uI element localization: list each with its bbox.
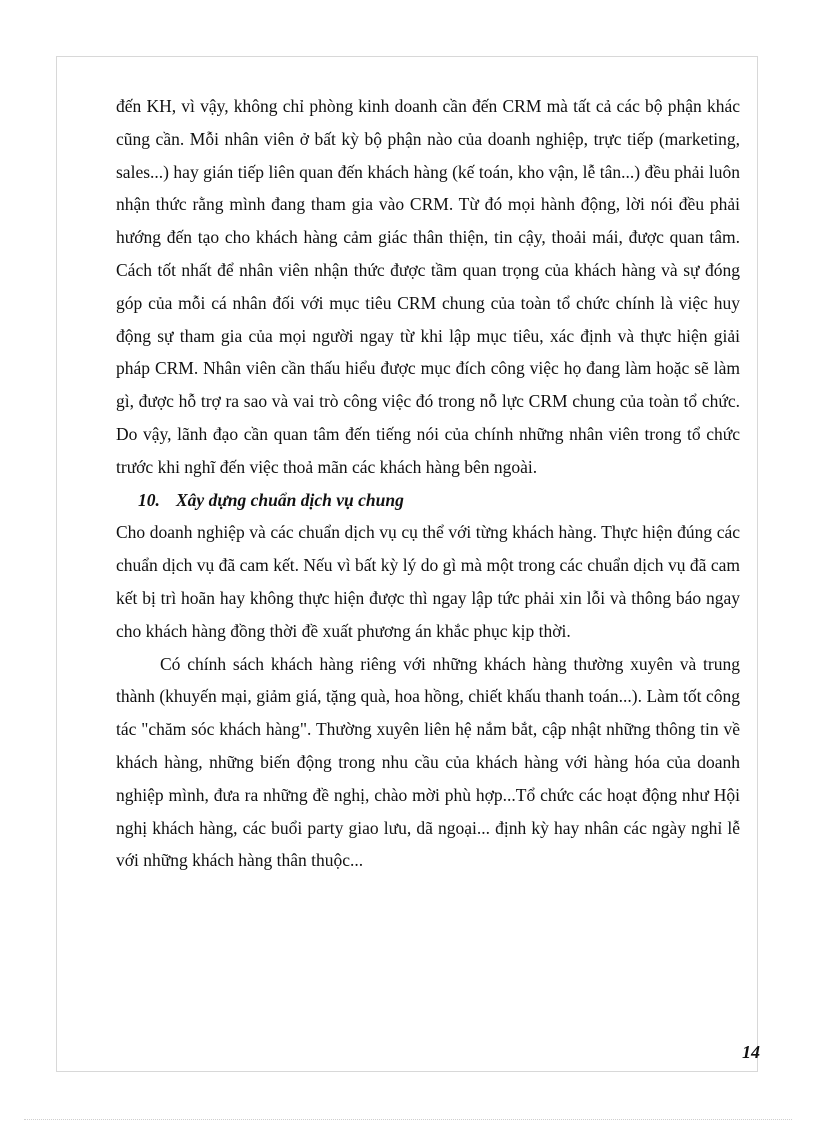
paragraph-3: Có chính sách khách hàng riêng với những khách hàng thường xuyên và trung thành (khuyến mại, giảm giá, tặng quà, hoa hồng, chiết khấu thanh toán...). Làm tốt công tác "chăm sóc khách hàng". Thường xuyên liên hệ nắm bắt, cập nhật những thông tin về khách hàng, những biến động trong nhu cầu của khách hàng với hàng hóa của doanh nghiệp mình, đưa ra những đề nghị, chào mời phù hợp...Tổ chức các hoạt động như Hội nghị khách hàng, các buổi party giao lưu, dã ngoại... định kỳ hay nhân các ngày nghỉ lễ với những khách hàng thân thuộc...: [116, 653, 740, 871]
section-number: 10.: [138, 489, 160, 510]
paragraph-1: đến KH, vì vậy, không chỉ phòng kinh doanh cần đến CRM mà tất cả các bộ phận khác cũng cần. Mỗi nhân viên ở bất kỳ bộ phận nào của doanh nghiệp, trực tiếp (marketing, sales...) hay gián tiếp liên quan đến khách hàng (kế toán, kho vận, lễ tân...) đều phải luôn nhận thức rằng mình đang tham gia vào CRM. Từ đó mọi hành động, lời nói đều phải hướng đến tạo cho khách hàng cảm giác thân thiện, tin cậy, thoải mái, được quan tâm. Cách tốt nhất để nhân viên nhận thức được tầm quan trọng của khách hàng và sự đóng góp của mỗi cá nhân đối với mục tiêu CRM chung của toàn tổ chức chính là việc huy động sự tham gia của mọi người ngay từ khi lập mục tiêu, xác định và thực hiện giải pháp CRM. Nhân viên cần thấu hiểu được mục đích công việc họ đang làm hoặc sẽ làm gì, được hỗ trợ ra sao và vai trò công việc đó trong nỗ lực CRM chung của toàn tổ chức. Do vậy, lãnh đạo cần quan tâm đến tiếng nói của chính những nhân viên trong tổ chức trước khi nghĩ đến việc thoả mãn các khách hàng bên ngoài.: [116, 96, 740, 477]
section-title: Xây dựng chuẩn dịch vụ chung: [176, 489, 404, 510]
paragraph-2: Cho doanh nghiệp và các chuẩn dịch vụ cụ thể với từng khách hàng. Thực hiện đúng các chuẩn dịch vụ đã cam kết. Nếu vì bất kỳ lý do gì mà một trong các chuẩn dịch vụ đã cam kết bị trì hoãn hay không thực hiện được thì ngay lập tức phải xin lỗi và thông báo ngay cho khách hàng đồng thời đề xuất phương án khắc phục kịp thời.: [116, 522, 740, 641]
document-body: [116, 90, 740, 877]
section-heading: [116, 484, 740, 517]
page-number: 14: [742, 1042, 760, 1062]
footer-divider: [24, 1119, 792, 1120]
